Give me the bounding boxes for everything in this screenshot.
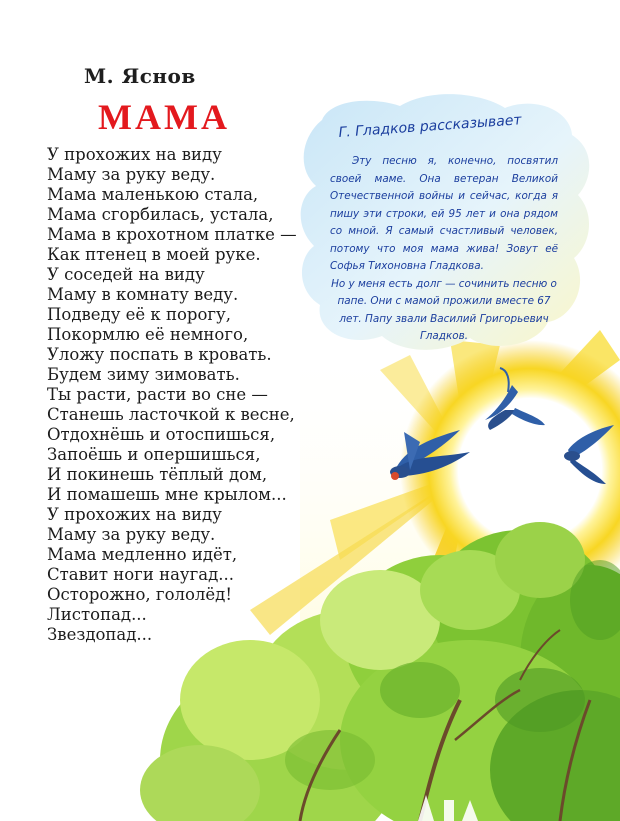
poem-line: Маму за руку веду. xyxy=(47,165,216,184)
poem-line: И помашешь мне крылом... xyxy=(47,485,287,504)
poem-line: Запоёшь и опершишься, xyxy=(47,445,261,464)
poem-line: У соседей на виду xyxy=(47,265,205,284)
poem-line: У прохожих на виду xyxy=(47,505,222,524)
poem-line: Как птенец в моей руке. xyxy=(47,245,261,264)
note-paragraph: Эту песню я, конечно, посвятил своей маме. Она ветеран Великой Отечественной войны и сейчас, когда я пишу эти строки, ей 95 лет и она рядом со мной. Я самый счастливый человек, потому что моя мама жива! Зовут её Софья Тихоновна Гладкова. xyxy=(330,155,558,272)
poem-line: Звездопад... xyxy=(47,625,153,644)
poem-line: Листопад... xyxy=(47,605,147,624)
note-paragraph: Но у меня есть долг — сочинить песню о папе. Они с мамой прожили вместе 67 лет. Папу звали Василий Григорьевич Гладков. xyxy=(331,277,557,342)
poem-line: Мама медленно идёт, xyxy=(47,545,238,564)
poem-title: МАМА xyxy=(98,97,230,137)
poem-line: Мама сгорбилась, устала, xyxy=(47,205,274,224)
poem-line: Уложу поспать в кровать. xyxy=(47,345,272,364)
poem-line: Мама маленькою стала, xyxy=(47,185,259,204)
note-heading: Г. Гладков рассказывает xyxy=(338,112,523,141)
poem-line: Осторожно, гололёд! xyxy=(47,585,232,604)
poem-line: Ты расти, расти во сне — xyxy=(47,385,268,404)
poem-line: И покинешь тёплый дом, xyxy=(47,465,268,484)
poem-line: Маму в комнату веду. xyxy=(47,285,239,304)
poem-line: Маму за руку веду. xyxy=(47,525,216,544)
note-body xyxy=(330,153,558,346)
poem-line: У прохожих на виду xyxy=(47,145,222,164)
poem-line: Подведу её к порогу, xyxy=(47,305,232,324)
poem-line: Отдохнёшь и отоспишься, xyxy=(47,425,276,444)
poem-text xyxy=(47,145,307,645)
poem-line: Станешь ласточкой к весне, xyxy=(47,405,295,424)
poem-author: М. Яснов xyxy=(84,64,196,88)
poem-line: Покормлю её немного, xyxy=(47,325,249,344)
poem-line: Мама в крохотном платке — xyxy=(47,225,297,244)
poem-line: Будем зиму зимовать. xyxy=(47,365,240,384)
poem-line: Ставит ноги наугад... xyxy=(47,565,234,584)
